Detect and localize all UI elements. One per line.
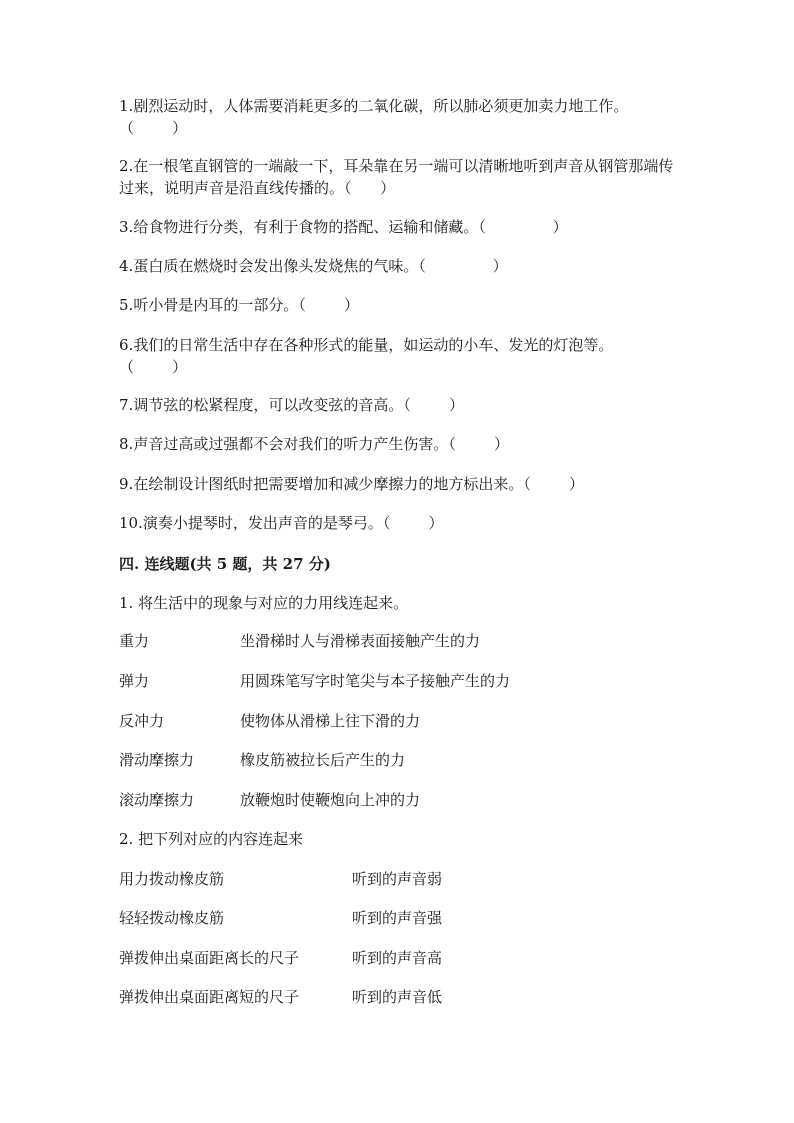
item-text: 我们的日常生活中存在各种形式的能量，如运动的小车、发光的灯泡等。 <box>133 336 614 354</box>
answer-blank: （ ） <box>119 119 188 137</box>
match-left: 弹拨伸出桌面距离长的尺子 <box>119 949 300 967</box>
true-false-item-9 <box>119 473 679 495</box>
item-text: 调节弦的松紧程度，可以改变弦的音高。 <box>133 396 404 414</box>
match-row <box>119 789 679 811</box>
true-false-item-7 <box>119 394 679 416</box>
item-text: 给食物进行分类，有利于食物的搭配、运输和储藏。 <box>133 218 479 236</box>
question-title-1: 1. 将生活中的现象与对应的力用线连起来。 <box>119 594 409 612</box>
item-number: 5. <box>119 296 134 314</box>
match-right: 听到的声音强 <box>352 909 443 927</box>
match-left: 弹力 <box>119 672 150 690</box>
match-left: 滚动摩擦力 <box>119 791 195 809</box>
answer-blank: （ ） <box>523 475 584 493</box>
item-number: 7. <box>119 396 134 414</box>
match-row <box>119 986 679 1008</box>
answer-blank: （ ） <box>119 358 188 376</box>
answer-blank: （ ） <box>382 514 444 532</box>
question-title-2: 2. 把下列对应的内容连起来 <box>119 830 304 848</box>
true-false-item-3 <box>119 216 679 238</box>
match-row <box>119 749 679 771</box>
true-false-item-4 <box>119 255 679 277</box>
true-false-item-6 <box>119 334 679 378</box>
match-row <box>119 710 679 732</box>
match-left: 滑动摩擦力 <box>119 751 195 769</box>
item-number: 1. <box>119 97 134 115</box>
match-left: 反冲力 <box>119 712 165 730</box>
answer-blank: （ ） <box>448 435 509 453</box>
answer-blank: （ ） <box>478 218 568 236</box>
match-left: 轻轻拨动橡皮筋 <box>119 909 225 927</box>
match-right: 使物体从滑梯上往下滑的力 <box>240 712 421 730</box>
answer-blank: （ ） <box>344 179 396 197</box>
true-false-item-1 <box>119 95 679 139</box>
item-number: 10. <box>119 514 143 532</box>
item-number: 9. <box>119 475 134 493</box>
answer-blank: （ ） <box>403 396 464 414</box>
item-number: 4. <box>119 257 134 275</box>
match-right: 放鞭炮时使鞭炮向上冲的力 <box>240 791 421 809</box>
match-left: 弹拨伸出桌面距离短的尺子 <box>119 988 300 1006</box>
item-number: 6. <box>119 336 134 354</box>
match-row <box>119 947 679 969</box>
match-row <box>119 630 679 652</box>
item-number: 2. <box>119 157 134 175</box>
answer-blank: （ ） <box>298 296 359 314</box>
match-right: 听到的声音低 <box>352 988 443 1006</box>
item-text: 声音过高或过强都不会对我们的听力产生伤害。 <box>133 435 449 453</box>
item-number: 8. <box>119 435 134 453</box>
match-right: 听到的声音弱 <box>352 870 443 888</box>
match-row <box>119 868 679 890</box>
match-right: 用圆珠笔写字时笔尖与本子接触产生的力 <box>240 672 511 690</box>
match-left: 用力拨动橡皮筋 <box>119 870 225 888</box>
match-right: 橡皮筋被拉长后产生的力 <box>240 751 406 769</box>
item-text: 演奏小提琴时，发出声音的是琴弓。 <box>142 514 383 532</box>
match-row <box>119 670 679 692</box>
match-right: 坐滑梯时人与滑梯表面接触产生的力 <box>240 632 481 650</box>
item-text: 剧烈运动时，人体需要消耗更多的二氧化碳，所以肺必须更加卖力地工作。 <box>133 97 629 115</box>
section-title: 四. 连线题(共 5 题，共 27 分) <box>119 555 331 573</box>
true-false-item-10 <box>119 512 679 534</box>
item-text: 在绘制设计图纸时把需要增加和减少摩擦力的地方标出来。 <box>133 475 524 493</box>
item-number: 3. <box>119 218 134 236</box>
item-text: 蛋白质在燃烧时会发出像头发烧焦的气味。 <box>133 257 419 275</box>
item-text: 听小骨是内耳的一部分。 <box>133 296 299 314</box>
item-text: 在一根笔直钢管的一端敲一下，耳朵靠在另一端可以清晰地听到声音从钢管那端传过来，说明声音是沿直线传播的。 <box>119 157 674 197</box>
match-left: 重力 <box>119 632 150 650</box>
true-false-item-2 <box>119 155 679 199</box>
match-row <box>119 907 679 929</box>
match-right: 听到的声音高 <box>352 949 443 967</box>
answer-blank: （ ） <box>418 257 508 275</box>
true-false-item-5 <box>119 294 679 316</box>
true-false-item-8 <box>119 433 679 455</box>
